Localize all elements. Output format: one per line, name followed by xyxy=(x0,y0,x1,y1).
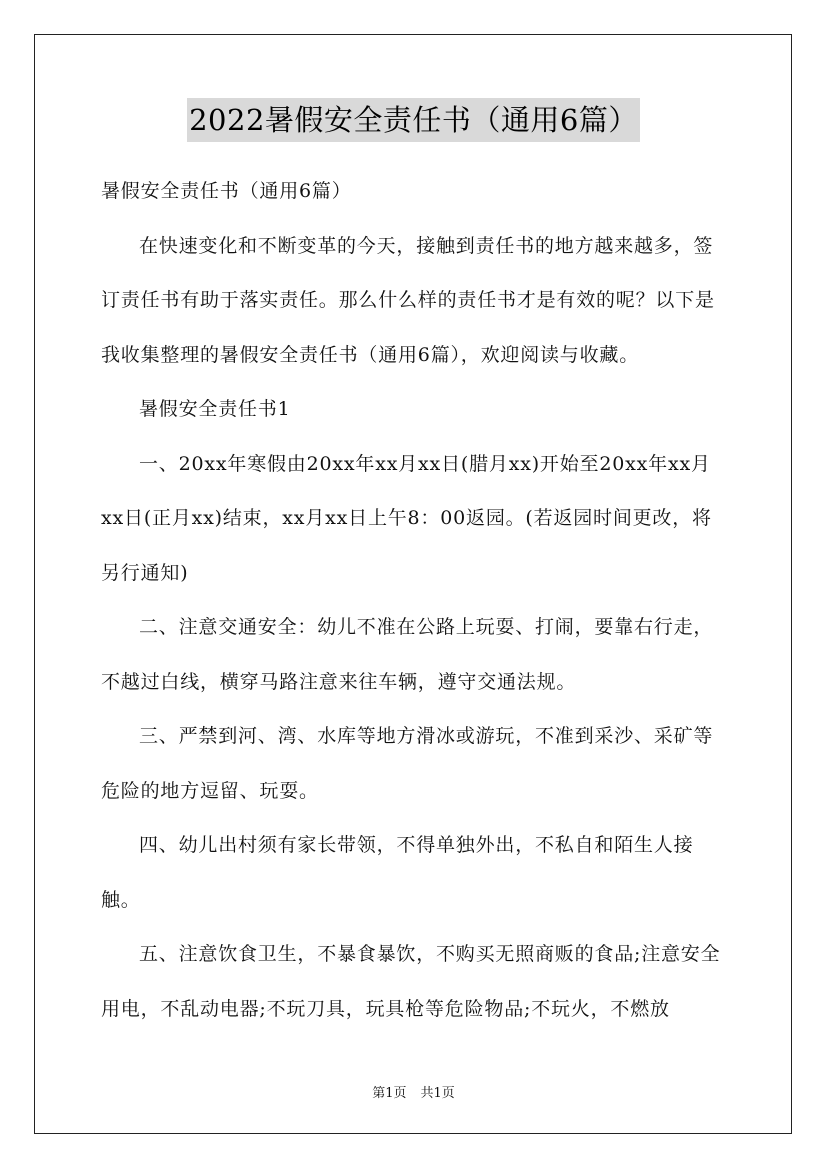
page-number: 第1页 xyxy=(372,1086,407,1101)
document-subtitle: 暑假安全责任书（通用6篇） xyxy=(101,180,352,202)
section-heading: 暑假安全责任书1 xyxy=(139,398,291,420)
intro-paragraph: 在快速变化和不断变革的今天，接触到责任书的地方越来越多，签订责任书有助于落实责任。那么什么样的责任书才是有效的呢？以下是我收集整理的暑假安全责任书（通用6篇），欢迎阅读与收藏。 xyxy=(101,234,715,366)
page-footer xyxy=(0,1082,827,1101)
title-container xyxy=(0,98,827,142)
clause-paragraph: 一、20xx年寒假由20xx年xx月xx日(腊月xx)开始至20xx年xx月xx日(正月xx)结束，xx月xx日上午8：00返园。(若返园时间更改，将另行通知) xyxy=(101,452,712,584)
page-total: 共1页 xyxy=(420,1086,455,1101)
document-title: 2022暑假安全责任书（通用6篇） xyxy=(187,98,640,142)
clause-paragraph: 二、注意交通安全：幼儿不准在公路上玩耍、打闹，要靠右行走，不越过白线，横穿马路注意来往车辆，遵守交通法规。 xyxy=(101,616,714,693)
document-body xyxy=(101,164,729,1036)
clause-paragraph: 三、严禁到河、湾、水库等地方滑冰或游玩，不准到采沙、采矿等危险的地方逗留、玩耍。 xyxy=(101,725,714,802)
clause-paragraph: 四、幼儿出村须有家长带领，不得单独外出，不私自和陌生人接触。 xyxy=(101,834,694,911)
clause-paragraph: 五、注意饮食卫生，不暴食暴饮，不购买无照商贩的食品;注意安全用电，不乱动电器;不玩刀具，玩具枪等危险物品;不玩火，不燃放 xyxy=(101,943,721,1020)
